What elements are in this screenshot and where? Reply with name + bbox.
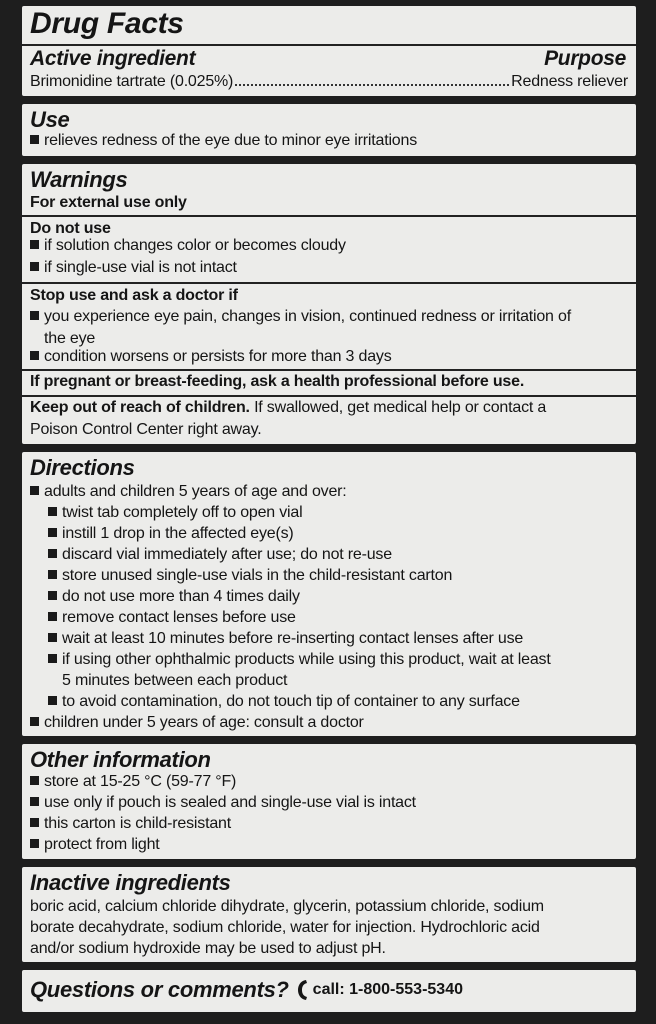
directions-sub-item: to avoid contamination, do not touch tip of container to any surface — [48, 692, 628, 712]
directions-sub-item: if using other ophthalmic products while using this product, wait at least — [48, 650, 628, 670]
bullet-icon — [48, 633, 57, 642]
bullet-icon — [30, 135, 39, 144]
bullet-icon — [30, 351, 39, 360]
stop-use-item-continued: the eye — [44, 330, 96, 347]
directions-adults: adults and children 5 years of age and over: — [30, 482, 628, 502]
active-ingredient-name: Brimonidine tartrate (0.025%) — [30, 73, 234, 90]
warnings-rule-3 — [22, 369, 636, 371]
bullet-icon — [30, 486, 39, 495]
other-information-panel — [22, 744, 636, 859]
questions-phone: call: 1-800-553-5340 — [312, 981, 463, 998]
bullet-icon — [48, 549, 57, 558]
use-heading: Use — [30, 107, 70, 132]
bullet-icon — [30, 240, 39, 249]
warnings-heading: Warnings — [30, 167, 128, 192]
active-ingredient-heading: Active ingredient — [30, 47, 196, 70]
do-not-use-item: if single-use vial is not intact — [30, 258, 628, 278]
directions-sub-item: instill 1 drop in the affected eye(s) — [48, 524, 628, 544]
active-ingredient-purpose: Redness reliever — [511, 73, 628, 90]
inactive-line: boric acid, calcium chloride dihydrate, glycerin, potassium chloride, sodium — [30, 898, 544, 915]
purpose-heading: Purpose — [544, 47, 626, 70]
use-item: relieves redness of the eye due to minor eye irritations — [30, 131, 628, 151]
drug-facts-title: Drug Facts — [30, 7, 184, 40]
warnings-rule-1 — [22, 215, 636, 217]
directions-heading: Directions — [30, 455, 135, 480]
bullet-icon — [48, 591, 57, 600]
bullet-icon — [48, 654, 57, 663]
bullet-icon — [48, 570, 57, 579]
stop-use-item: condition worsens or persists for more than 3 days — [30, 347, 628, 367]
other-info-item: protect from light — [30, 835, 628, 855]
bullet-icon — [30, 797, 39, 806]
inactive-line: and/or sodium hydroxide may be used to adjust pH. — [30, 940, 386, 957]
drug-facts-panel — [22, 6, 636, 96]
keep-out-line-2: Poison Control Center right away. — [30, 421, 262, 438]
external-use-text: For external use only — [30, 194, 187, 211]
inactive-ingredients-panel — [22, 867, 636, 962]
bullet-icon — [48, 696, 57, 705]
directions-sub-item: do not use more than 4 times daily — [48, 587, 628, 607]
bullet-icon — [30, 717, 39, 726]
phone-handset-icon — [295, 979, 309, 1001]
bullet-icon — [30, 776, 39, 785]
directions-panel — [22, 452, 636, 736]
do-not-use-item: if solution changes color or becomes cloudy — [30, 236, 628, 256]
questions-line — [30, 975, 628, 1005]
warnings-rule-2 — [22, 282, 636, 284]
use-panel — [22, 104, 636, 156]
bullet-icon — [30, 262, 39, 271]
keep-out-line: Keep out of reach of children. If swallowed, get medical help or contact a — [30, 399, 547, 416]
warnings-rule-4 — [22, 395, 636, 397]
other-info-item: use only if pouch is sealed and single-use vial is intact — [30, 793, 628, 813]
bullet-icon — [48, 507, 57, 516]
other-info-item: this carton is child-resistant — [30, 814, 628, 834]
leader-dots — [235, 84, 509, 86]
pregnant-warning: If pregnant or breast-feeding, ask a health professional before use. — [30, 373, 525, 390]
directions-sub-item: remove contact lenses before use — [48, 608, 628, 628]
questions-panel — [22, 970, 636, 1012]
questions-heading: Questions or comments? — [30, 977, 289, 1002]
directions-sub-item: twist tab completely off to open vial — [48, 503, 628, 523]
inactive-ingredients-heading: Inactive ingredients — [30, 870, 231, 895]
stop-use-heading: Stop use and ask a doctor if — [30, 287, 238, 304]
directions-sub-item: discard vial immediately after use; do not re-use — [48, 545, 628, 565]
bullet-icon — [30, 818, 39, 827]
bullet-icon — [48, 612, 57, 621]
bullet-icon — [30, 311, 39, 320]
stop-use-item: you experience eye pain, changes in vision, continued redness or irritation of — [30, 307, 628, 327]
directions-sub-item-continued: 5 minutes between each product — [62, 672, 288, 689]
bullet-icon — [48, 528, 57, 537]
active-ingredient-line — [30, 72, 628, 92]
directions-sub-item: wait at least 10 minutes before re-inserting contact lenses after use — [48, 629, 628, 649]
inactive-line: borate decahydrate, sodium chloride, water for injection. Hydrochloric acid — [30, 919, 540, 936]
other-information-heading: Other information — [30, 747, 211, 772]
other-info-item: store at 15-25 °C (59-77 °F) — [30, 772, 628, 792]
directions-children: children under 5 years of age: consult a doctor — [30, 713, 628, 733]
directions-sub-item: store unused single-use vials in the child-resistant carton — [48, 566, 628, 586]
warnings-panel — [22, 164, 636, 444]
do-not-use-heading: Do not use — [30, 220, 111, 237]
bullet-icon — [30, 839, 39, 848]
